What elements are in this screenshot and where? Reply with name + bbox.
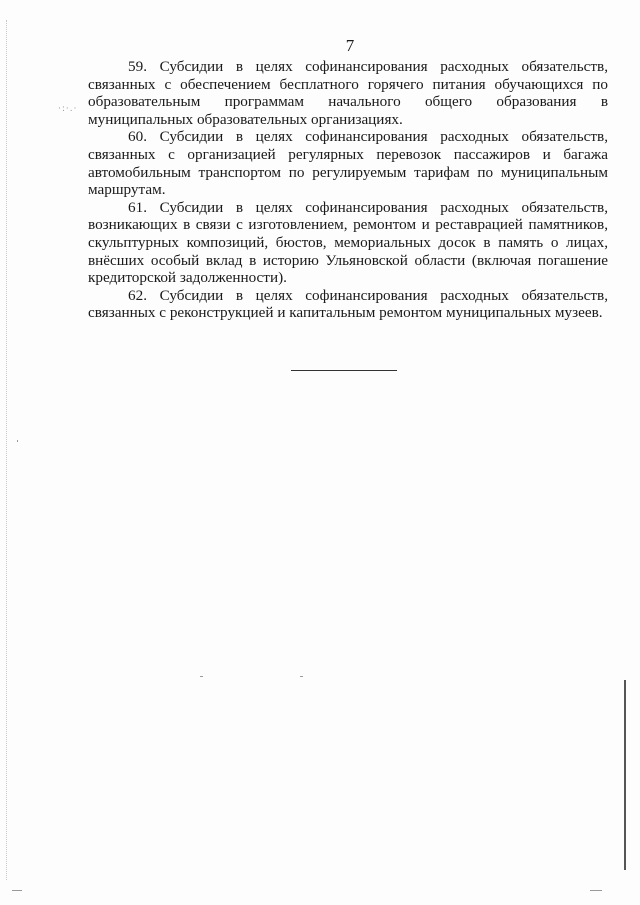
scan-edge-artifact xyxy=(6,20,7,880)
scan-speck xyxy=(300,676,303,677)
scan-edge-bar xyxy=(624,680,626,870)
paragraph-62: 62. Субсидии в целях софинансирования расходных обязательств, связанных с реконструкцией и капитальным ремонтом муниципальных музеев. xyxy=(88,286,608,322)
end-divider-line xyxy=(291,370,397,371)
paragraph-60: 60. Субсидии в целях софинансирования расходных обязательств, связанных с организацией регулярных перевозок пассажиров и багажа автомобильным транспортом по регулируемым тарифам по муниципальным маршрутам. xyxy=(88,128,608,199)
page-number: 7 xyxy=(345,36,355,55)
document-body xyxy=(88,58,608,322)
scan-speck xyxy=(17,440,18,442)
scan-speck xyxy=(12,890,22,891)
scan-speck xyxy=(590,890,602,891)
paragraph-59: 59. Субсидии в целях софинансирования расходных обязательств, связанных с обеспечением бесплатного горячего питания обучающихся по образовательным программам начального общего образования в муниципальных образовательных организациях. xyxy=(88,58,608,128)
faint-scan-mark: ·:·.· xyxy=(58,104,78,114)
paragraph-61: 61. Субсидии в целях софинансирования расходных обязательств, возникающих в связи с изготовлением, ремонтом и реставрацией памятников, скульптурных композиций, бюстов, мемориальных досок в память о лицах, внёсших особый вклад в историю Ульяновской области (включая погашение кредиторской задолженности). xyxy=(88,198,608,287)
scan-speck xyxy=(200,676,203,677)
